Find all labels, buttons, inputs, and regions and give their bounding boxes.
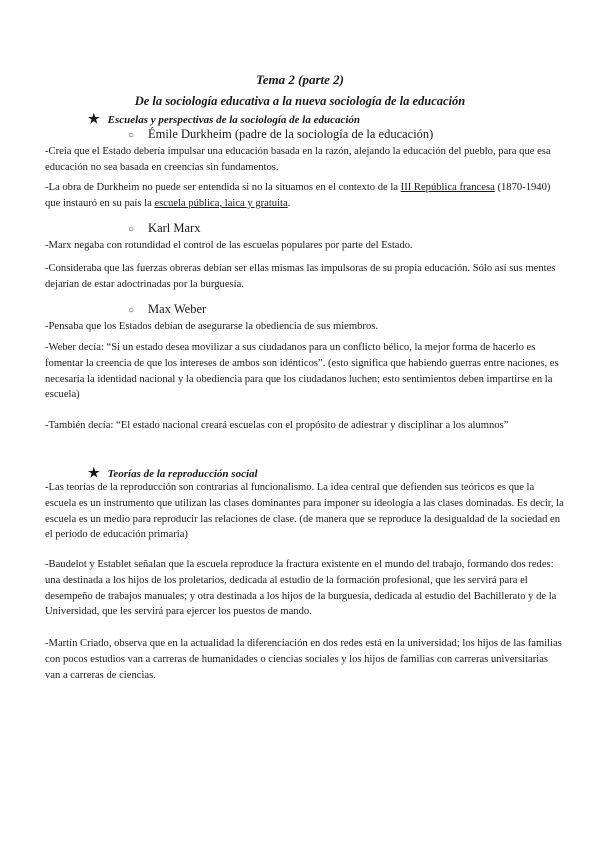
paragraph-weber-3: -También decía: “El estado nacional creará escuelas con el propósito de adiestrar y disciplinar a los alumnos” bbox=[45, 420, 509, 431]
document-title: Tema 2 (parte 2) bbox=[256, 72, 344, 87]
subheading-text: Émile Durkheim (padre de la sociología de la educación) bbox=[148, 127, 434, 141]
paragraph-reproduccion-3: -Martín Criado, observa que en la actualidad la diferenciación en dos redes está en la universidad; los hijos de las familias con pocos estudios van a carreras de humanidades o ciencias sociales y los hijos de familias con carreras universitarias van a carreras de ciencias. bbox=[45, 638, 562, 681]
star-icon: ★ bbox=[88, 465, 100, 480]
paragraph-weber-1: -Pensaba que los Estados debían de asegurarse la obediencia de sus miembros. bbox=[45, 321, 379, 332]
paragraph-reproduccion-2: -Baudelot y Establet señalan que la escuela reproduce la fractura existente en el mundo del trabajo, formando dos redes: una destinada a los hijos de los proletarios, dedicada al estudio de la formación profesional, que les servirá para el desempeño de trabajos manuales; y otra destinada a los hijos de la burguesía, dedicada al estudio del Bachillerato y de la Universidad, que les servirá para ejercer los puestos de mando. bbox=[45, 559, 557, 618]
circle-bullet-icon: ○ bbox=[128, 130, 135, 141]
section-heading-escuelas bbox=[88, 111, 360, 127]
document-subtitle: De la sociología educativa a la nueva sociología de la educación bbox=[134, 94, 466, 108]
subheading-marx bbox=[128, 221, 200, 236]
circle-bullet-icon: ○ bbox=[128, 224, 135, 235]
underlined-text: escuela pública, laica y gratuita bbox=[154, 197, 288, 209]
paragraph-marx-2: -Consideraba que las fuerzas obreras debían ser ellas mismas las impulsoras de su propia educación. Sólo así sus mentes dejarían de estar adoctrinadas por la burguesía. bbox=[45, 263, 556, 290]
underlined-text: III República francesa bbox=[400, 182, 495, 193]
subheading-durkheim bbox=[128, 127, 433, 142]
paragraph-durkheim-2 bbox=[45, 180, 565, 212]
section-heading-text: Escuelas y perspectivas de la sociología de la educación bbox=[107, 114, 361, 126]
subheading-text: Karl Marx bbox=[148, 221, 201, 235]
paragraph-durkheim-1: -Creía que el Estado debería impulsar una educación basada en la razón, alejando la educación del pueblo, para que esa educación no sea basada en creencias sin fundamentos. bbox=[45, 146, 551, 173]
paragraph-weber-2: -Weber decía: “Si un estado desea movilizar a sus ciudadanos para un conflicto bélico, la mejor forma de hacerlo es fomentar la creencia de que los intereses de ambos son idénticos”. (esto significa que habiendo guerras entre naciones, es necesaria la identidad nacional y la obediencia para que los ciudadanos luchen; esto sentimientos deben impartirse en la escuela) bbox=[45, 342, 559, 401]
star-icon: ★ bbox=[88, 111, 100, 126]
subheading-text: Max Weber bbox=[148, 302, 207, 316]
section-heading-text: Teorías de la reproducción social bbox=[107, 468, 258, 480]
subheading-weber bbox=[128, 302, 206, 317]
paragraph-reproduccion-1: -Las teorías de la reproducción son contrarias al funcionalismo. La idea central que defienden sus teóricos es que la escuela es un instrumento que utilizan las clases dominantes para imponer su ideología a las clases dominadas. Es decir, la escuela es un medio para reproducir las relaciones de clase. (de manera que se reproduce la desigualdad de la sociedad en el período de educación primaria) bbox=[45, 482, 564, 541]
section-heading-teorias bbox=[88, 465, 258, 481]
text-fragment: -La obra de Durkheim no puede ser entendida si no la situamos en el contexto de la bbox=[45, 182, 401, 193]
text-fragment: . bbox=[287, 197, 291, 209]
circle-bullet-icon: ○ bbox=[128, 305, 135, 316]
paragraph-marx-1: -Marx negaba con rotundidad el control de las escuelas populares por parte del Estado. bbox=[45, 240, 413, 251]
text-fragment: (1870-1940) que instauró en su país la bbox=[45, 182, 551, 209]
